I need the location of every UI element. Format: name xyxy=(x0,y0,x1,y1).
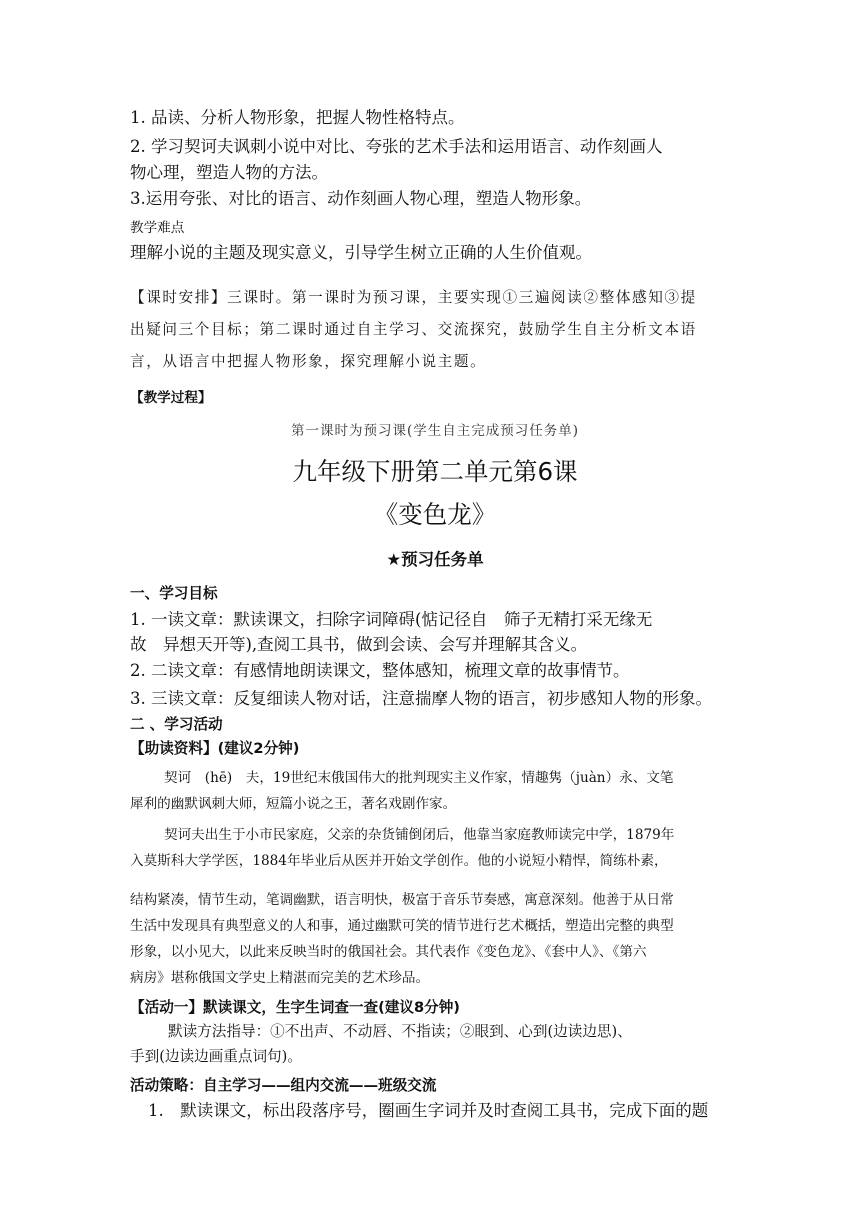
reading-aid-para2-line6: 病房》堪称俄国文学史上精湛而完美的艺术珍品。 xyxy=(130,970,430,986)
reading-aid-para2-line5: 形象，以小见大，以此来反映当时的俄国社会。其代表作《变色龙》、《套中人》、《第六 xyxy=(130,944,647,960)
section1-line-4: 3. 三读文章：反复细读人物对话，注意揣摩人物的语言，初步感知人物的形象。 xyxy=(130,689,712,708)
activity1-strategy: 活动策略：自主学习——组内交流——班级交流 xyxy=(130,1077,437,1094)
reading-aid-heading xyxy=(130,737,740,758)
reading-aid-para1-line2: 犀利的幽默讽刺大师，短篇小说之王，著名戏剧作家。 xyxy=(130,796,457,812)
goal-line-1: 1. 品读、分析人物形象，把握人物性格特点。 xyxy=(130,108,465,127)
difficulty-text: 理解小说的主题及现实意义，引导学生树立正确的人生价值观。 xyxy=(130,243,592,262)
reading-aid-para2-line3: 结构紧凑，情节生动，笔调幽默，语言明快，极富于音乐节奏感，寓意深刻。他善于从日常 xyxy=(130,892,674,908)
section1-line-3: 2. 二读文章：有感情地朗读课文，整体感知，梳理文章的故事情节。 xyxy=(130,661,630,680)
lesson-subtitle: 《变色龙》 xyxy=(373,500,497,529)
schedule-line-2: 出疑问三个目标；第二课时通过自主学习、交流探究，鼓励学生自主分析文本语 xyxy=(130,321,697,338)
reading-aid-para2-line1: 契诃夫出生于小市民家庭，父亲的杂货铺倒闭后，他靠当家庭教师读完中学，1879年 xyxy=(164,827,675,843)
activity1-method-line2: 手到(边读边画重点词句)。 xyxy=(130,1048,302,1065)
task-sheet-title: ★预习任务单 xyxy=(386,550,484,569)
first-lesson-note: 第一课时为预习课(学生自主完成预习任务单) xyxy=(290,423,580,439)
process-heading: 【教学过程】 xyxy=(130,390,212,406)
schedule-text-1: 三课时。第一课时为预习课，主要实现①三遍阅读②整体感知③提 xyxy=(227,289,697,306)
section2-heading: 二 、学习活动 xyxy=(130,716,223,733)
schedule-line-1 xyxy=(130,286,740,307)
difficulty-heading: 教学难点 xyxy=(130,220,185,236)
section1-line-1: 1. 一读文章：默读课文，扫除字词障碍(惦记径自 筛子无精打采无缘无 xyxy=(130,610,653,629)
schedule-line-3: 言，从语言中把握人物形象，探究理解小说主题。 xyxy=(130,353,487,370)
schedule-label: 【课时安排】 xyxy=(130,289,228,306)
section1-line-2: 故 异想天开等),查阅工具书，做到会读、会写并理解其含义。 xyxy=(130,635,588,654)
goal-line-4: 3.运用夸张、对比的语言、动作刻画人物心理，塑造人物形象。 xyxy=(130,189,592,208)
reading-aid-para1-line1: 契诃 (hē) 夫，19世纪末俄国伟大的批判现实主义作家，情趣隽（juàn）永、文笔 xyxy=(164,770,674,786)
activity1-heading: 【活动一】默读课文，生字生词查一查(建议8分钟) xyxy=(130,999,460,1016)
reading-aid-time: (建议2分钟) xyxy=(217,740,300,757)
goal-line-2: 2. 学习契诃夫讽刺小说中对比、夸张的艺术手法和运用语言、动作刻画人 xyxy=(130,137,663,156)
reading-aid-para2-line4: 生活中发现具有典型意义的人和事，通过幽默可笑的情节进行艺术概括，塑造出完整的典型 xyxy=(130,918,674,934)
activity1-step1: 1. 默读课文，标出段落序号，圈画生字词并及时查阅工具书，完成下面的题 xyxy=(148,1101,709,1120)
activity1-method-line1: 默读方法指导：①不出声、不动唇、不指读；②眼到、心到(边读边思)、 xyxy=(168,1023,632,1040)
reading-aid-para2-line2: 入莫斯科大学学医，1884年毕业后从医并开始文学创作。他的小说短小精悍，简练朴素， xyxy=(130,853,668,869)
lesson-title: 九年级下册第二单元第6课 xyxy=(292,457,578,486)
goal-line-3: 物心理，塑造人物的方法。 xyxy=(130,163,328,182)
section1-heading: 一、学习目标 xyxy=(130,585,218,602)
reading-aid-label: 【助读资料】 xyxy=(130,740,218,757)
